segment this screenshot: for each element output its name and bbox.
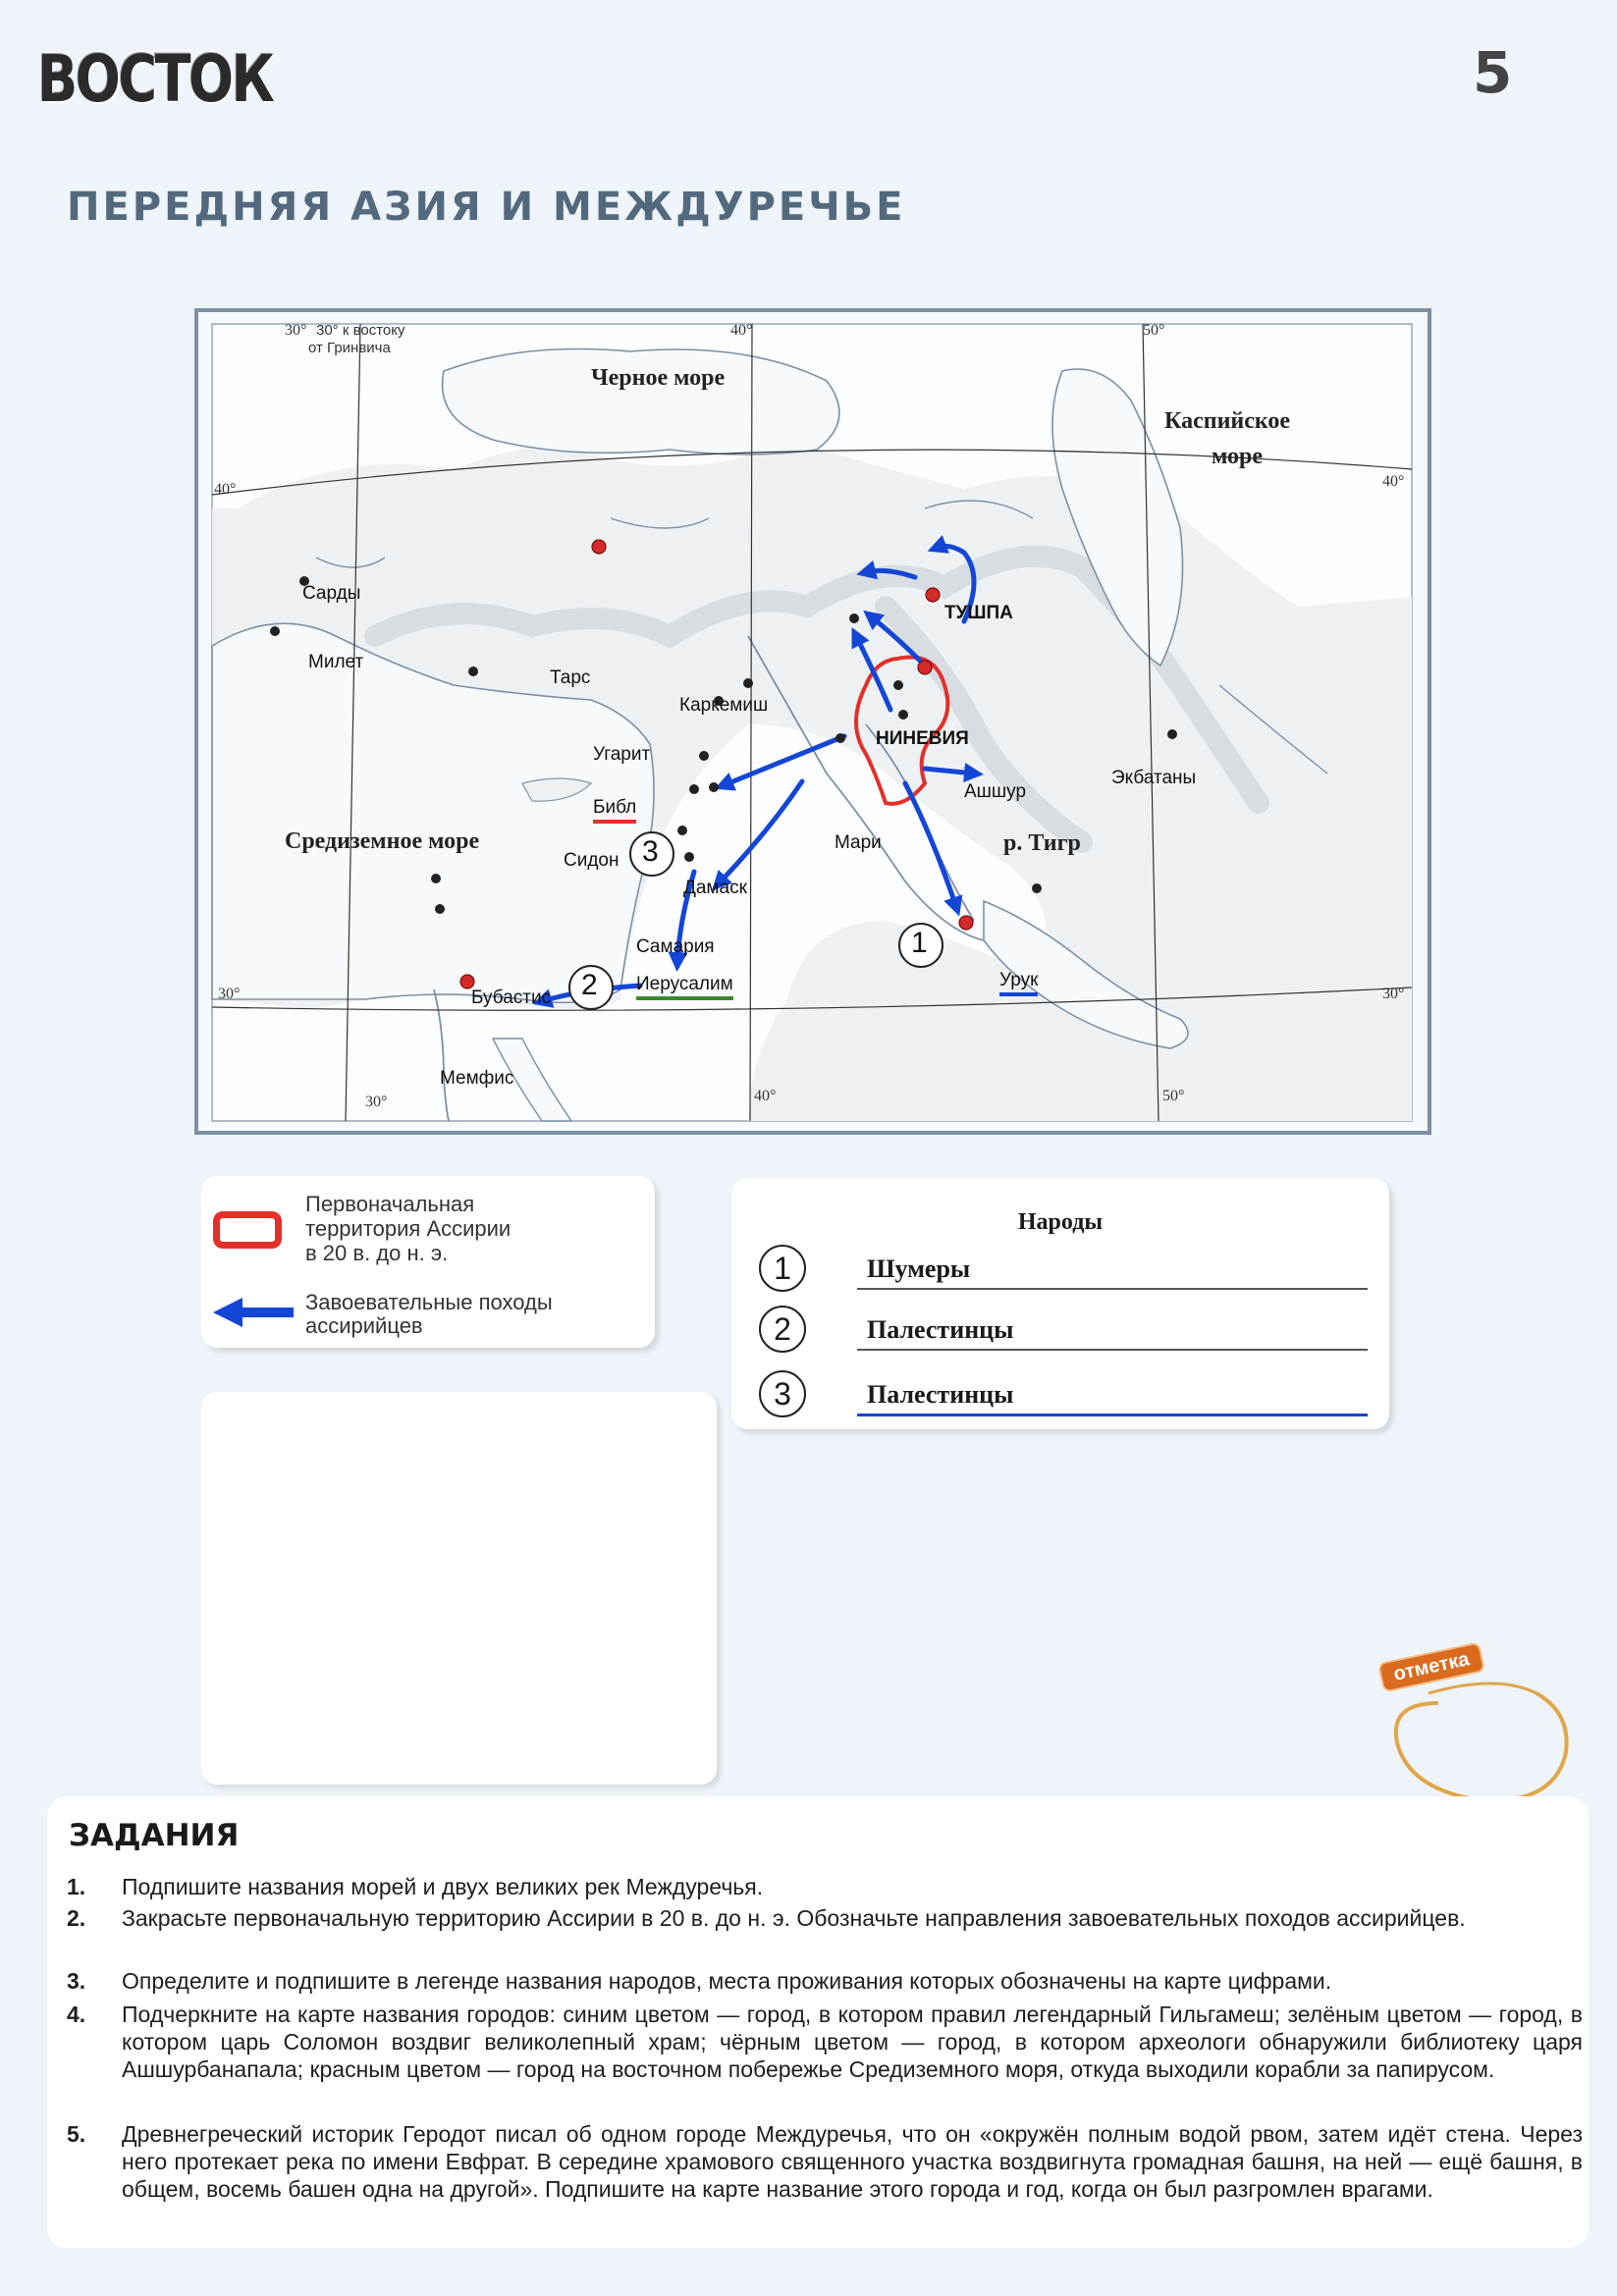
city-uruk: Урук	[999, 970, 1038, 996]
tasks-section	[47, 1796, 1589, 2248]
dot-carchemish	[743, 678, 753, 688]
meridian-50-top-label: 50°	[1143, 322, 1165, 339]
task-text: Закрасьте первоначальную территорию Ассирии в 20 в. до н. э. Обозначьте направления завоевательных походов ассирийцев.	[122, 1905, 1466, 1931]
dot-tushpa	[849, 614, 859, 623]
city-tarsus: Тарс	[550, 667, 591, 688]
people-row	[759, 1245, 1368, 1294]
task-num: 5.	[67, 2121, 86, 2147]
city-jerusalem: Иерусалим	[636, 974, 733, 1000]
dot-ashur	[898, 710, 908, 720]
marker-1: 1	[911, 927, 928, 959]
parallel-40-left-label: 40°	[214, 481, 237, 498]
dot-miletus	[270, 626, 280, 636]
city-damascus: Дамаск	[683, 878, 747, 898]
parallel-30-right-label: 30°	[1382, 986, 1405, 1002]
city-byblos: Библ	[593, 797, 636, 824]
caspian-sea-label-line2: море	[1212, 444, 1264, 469]
parallel-30-left-label: 30°	[218, 986, 241, 1002]
people-row	[759, 1370, 1368, 1419]
parallel-40-right-label: 40°	[1382, 473, 1405, 490]
peoples-title: Народы	[1017, 1209, 1104, 1235]
task-num: 1.	[67, 1874, 86, 1899]
legend-arrow-icon	[211, 1296, 296, 1329]
people-num: 2	[759, 1306, 806, 1353]
city-bubastis: Бубастис	[471, 988, 552, 1008]
dot-samaria	[677, 826, 687, 835]
people-row	[759, 1306, 1368, 1355]
people-num: 3	[759, 1370, 806, 1417]
tigris-label: р. Тигр	[1003, 830, 1081, 856]
legend-campaigns-line2: ассирийцев	[305, 1313, 423, 1338]
page-title: ПЕРЕДНЯЯ АЗИЯ И МЕЖДУРЕЧЬЕ	[67, 185, 906, 230]
legend-territory-line3: в 20 в. до н. э.	[305, 1241, 449, 1265]
red-dot-egypt	[460, 975, 474, 988]
red-dot-tushpa	[926, 588, 940, 602]
marker-3: 3	[642, 835, 659, 868]
city-ecbatana: Экбатаны	[1111, 768, 1197, 788]
map-legend	[201, 1176, 655, 1348]
city-samaria: Самария	[636, 936, 715, 957]
blank-answer-area[interactable]	[201, 1392, 717, 1785]
black-sea-label: Черное море	[591, 365, 726, 391]
coord-note-line1: 30° к востоку	[316, 322, 405, 339]
meridian-40-bottom-label: 40°	[754, 1088, 777, 1104]
people-num: 1	[759, 1245, 806, 1292]
map	[194, 308, 1431, 1135]
coord-note-line2: от Гринвича	[308, 340, 391, 356]
task-num: 3.	[67, 1968, 86, 1994]
red-dot-anatolia	[592, 540, 606, 554]
dot-jerusalem	[684, 852, 694, 862]
city-miletus: Милет	[308, 652, 364, 672]
task-text: Подчеркните на карте названия городов: синим цветом — город, в котором правил легендарный Гильгамеш; зелёным цветом — город, в котором царь Соломон воздвиг великолепный храм; чёрным цветом — город, в котором археологи обнаружили библиотеку царя Ашшурбанапала; красным цветом — город на восточном побережье Средиземного моря, откуда выходили корабли за папирусом.	[122, 2002, 1583, 2082]
dot-bubastis	[431, 874, 441, 883]
tasks-title: ЗАДАНИЯ	[69, 1818, 240, 1853]
meridian-30-label: 30°	[285, 322, 307, 339]
city-nineveh: НИНЕВИЯ	[876, 728, 969, 749]
red-dot-nineveh	[918, 661, 932, 674]
dot-memphis	[435, 904, 445, 914]
marker-2: 2	[581, 969, 598, 1001]
map-drawing	[198, 312, 1428, 1131]
dot-tarsus	[468, 667, 478, 676]
legend-territory-swatch	[213, 1211, 282, 1249]
meridian-50-bottom-label: 50°	[1162, 1088, 1185, 1104]
legend-territory-line1: Первоначальная	[305, 1192, 475, 1216]
logo: ВОСТОК	[37, 41, 273, 117]
legend-campaigns-line1: Завоевательные походы	[305, 1290, 553, 1314]
city-mari: Мари	[835, 832, 882, 853]
dot-ecbatana	[1167, 729, 1177, 739]
city-memphis: Мемфис	[440, 1068, 514, 1089]
legend-territory-line2: территория Ассирии	[305, 1216, 512, 1241]
dot-damascus	[709, 782, 719, 792]
task-num: 2.	[67, 1905, 86, 1931]
city-ashur: Ашшур	[964, 781, 1027, 802]
grade-label: отметка	[1377, 1641, 1485, 1692]
city-ugarit: Угарит	[593, 744, 651, 765]
city-sardis: Сарды	[302, 583, 361, 604]
dot-sidon	[689, 784, 699, 794]
meridian-30-bottom-label: 30°	[365, 1094, 388, 1110]
people-name-input[interactable]: Палестинцы	[867, 1315, 1014, 1344]
mediterranean-sea-label: Средиземное море	[285, 828, 480, 854]
people-name-input[interactable]: Шумеры	[867, 1255, 971, 1283]
city-tushpa: ТУШПА	[944, 603, 1013, 623]
meridian-40-top-label: 40°	[730, 322, 753, 339]
task-num: 4.	[67, 2002, 86, 2027]
people-line	[857, 1349, 1368, 1351]
people-line	[857, 1288, 1368, 1290]
dot-mari	[835, 733, 845, 743]
red-dot-gulf	[959, 916, 973, 930]
task-text: Древнегреческий историк Геродот писал об одном городе Междуречья, что он «окружён полным водой рвом, затем идёт стена. Через него протекает река по имени Евфрат. В середине храмового священного участка воздвигнута громадная башня, на ней — ещё башня, в общем, восемь башен одна на другой». Подпишите на карте название этого города и год, когда он был разгромлен врагами.	[122, 2121, 1583, 2202]
peoples-legend	[731, 1178, 1389, 1429]
city-sidon: Сидон	[564, 850, 620, 871]
dot-uruk	[1032, 883, 1042, 893]
city-carchemish: Каркемиш	[679, 695, 769, 716]
caspian-sea-label-line1: Каспийское	[1164, 408, 1291, 434]
people-line	[857, 1414, 1368, 1416]
page-number: 5	[1473, 39, 1513, 106]
people-name-input[interactable]: Палестинцы	[867, 1380, 1014, 1409]
dot-byblos	[699, 751, 709, 761]
task-text: Подпишите названия морей и двух великих рек Междуречья.	[122, 1874, 764, 1899]
dot-nineveh	[893, 680, 903, 690]
task-text: Определите и подпишите в легенде названия народов, места проживания которых обозначены на карте цифрами.	[122, 1968, 1332, 1994]
